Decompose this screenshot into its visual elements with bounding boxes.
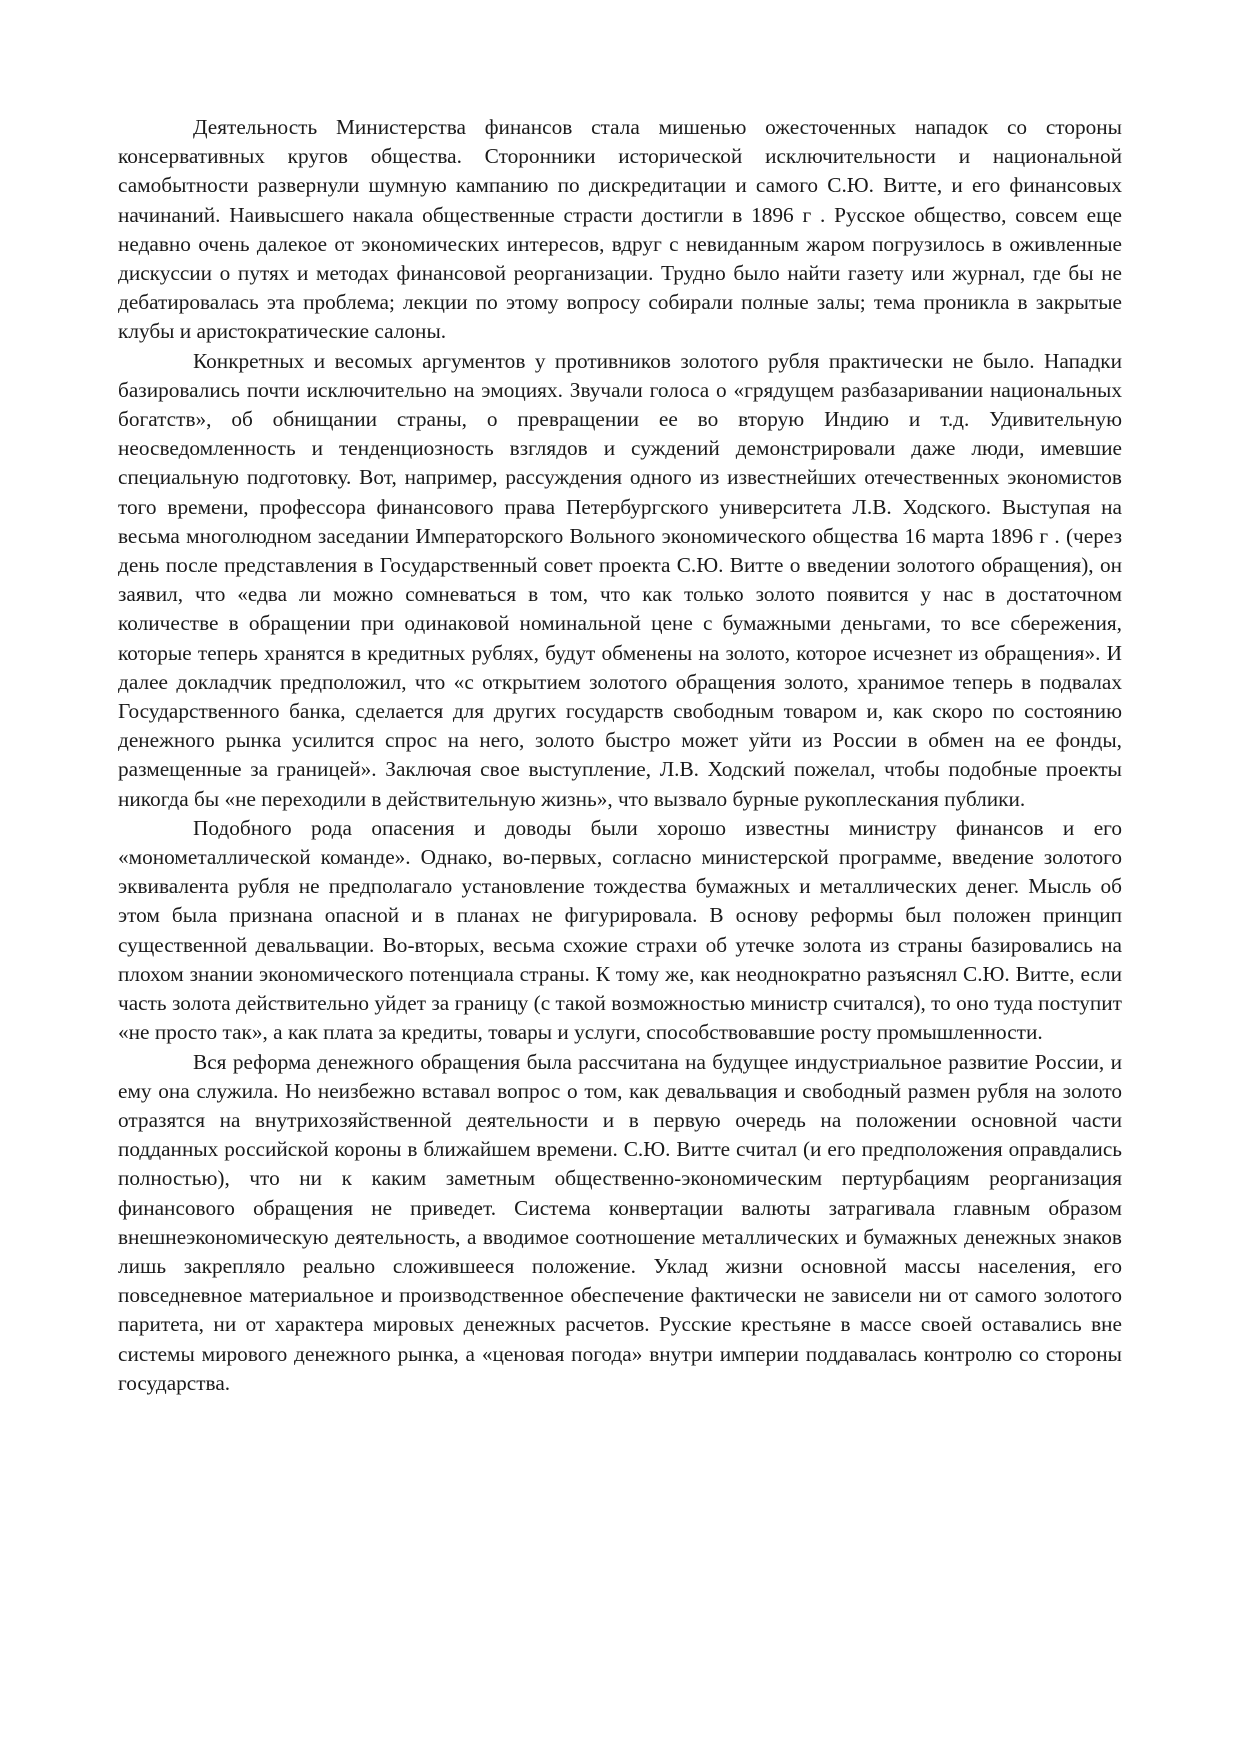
document-body (118, 113, 1122, 1398)
paragraph-3: Подобного рода опасения и доводы были хорошо известны министру финансов и его «монометаллической команде». Однако, во-первых, согласно министерской программе, введение золотого эквивалента рубля не предполагало установление тождества бумажных и металлических денег. Мысль об этом была признана опасной и в планах не фигурировала. В основу реформы был положен принцип существенной девальвации. Во-вторых, весьма схожие страхи об утечке золота из страны базировались на плохом знании экономического потенциала страны. К тому же, как неоднократно разъяснял С.Ю. Витте, если часть золота действительно уйдет за границу (с такой возможностью министр считался), то оно туда поступит «не просто так», а как плата за кредиты, товары и услуги, способствовавшие росту промышленности. (118, 815, 1122, 1045)
paragraph-2: Конкретных и весомых аргументов у противников золотого рубля практически не было. Нападки базировались почти исключительно на эмоциях. Звучали голоса о «грядущем разбазаривании национальных богатств», об обнищании страны, о превращении ее во вторую Индию и т.д. Удивительную неосведомленность и тенденциозность взглядов и суждений демонстрировали даже люди, имевшие специальную подготовку. Вот, например, рассуждения одного из известнейших отечественных экономистов того времени, профессора финансового права Петербургского университета Л.В. Ходского. Выступая на весьма многолюдном заседании Императорского Вольного экономического общества 16 марта 1896 г . (через день после представления в Государственный совет проекта С.Ю. Витте о введении золотого обращения), он заявил, что «едва ли можно сомневаться в том, что как только золото появится у нас в достаточном количестве в обращении при одинаковой номинальной цене с бумажными деньгами, то все сбережения, которые теперь хранятся в кредитных рублях, будут обменены на золото, которое исчезнет из обращения». И далее докладчик предположил, что «с открытием золотого обращения золото, хранимое теперь в подвалах Государственного банка, сделается для других государств свободным товаром и, как скоро по состоянию денежного рынка усилится спрос на него, золото быстро может уйти из России в обмен на ее фонды, размещенные за границей». Заключая свое выступление, Л.В. Ходский пожелал, чтобы подобные проекты никогда бы «не переходили в действительную жизнь», что вызвало бурные рукоплескания публики. (118, 348, 1122, 811)
paragraph-1: Деятельность Министерства финансов стала мишенью ожесточенных нападок со стороны консервативных кругов общества. Сторонники исторической исключительности и национальной самобытности развернули шумную кампанию по дискредитации и самого С.Ю. Витте, и его финансовых начинаний. Наивысшего накала общественные страсти достигли в 1896 г . Русское общество, совсем еще недавно очень далекое от экономических интересов, вдруг с невиданным жаром погрузилось в оживленные дискуссии о путях и методах финансовой реорганизации. Трудно было найти газету или журнал, где бы не дебатировалась эта проблема; лекции по этому вопросу собирали полные залы; тема проникла в закрытые клубы и аристократические салоны. (118, 115, 1122, 344)
paragraph-4: Вся реформа денежного обращения была рассчитана на будущее индустриальное развитие России, и ему она служила. Но неизбежно вставал вопрос о том, как девальвация и свободный размен рубля на золото отразятся на внутрихозяйственной деятельности и в первую очередь на положении основной части подданных российской короны в ближайшем времени. С.Ю. Витте считал (и его предположения оправдались полностью), что ни к каким заметным общественно-экономическим пертурбациям реорганизация финансового обращения не приведет. Система конвертации валюты затрагивала главным образом внешнеэкономическую деятельность, а вводимое соотношение металлических и бумажных денежных знаков лишь закрепляло реально сложившееся положение. Уклад жизни основной массы населения, его повседневное материальное и производственное обеспечение фактически не зависели ни от самого золотого паритета, ни от характера мировых денежных расчетов. Русские крестьяне в массе своей оставались вне системы мирового денежного рынка, а «ценовая погода» внутри империи поддавалась контролю со стороны государства. (118, 1049, 1122, 1395)
